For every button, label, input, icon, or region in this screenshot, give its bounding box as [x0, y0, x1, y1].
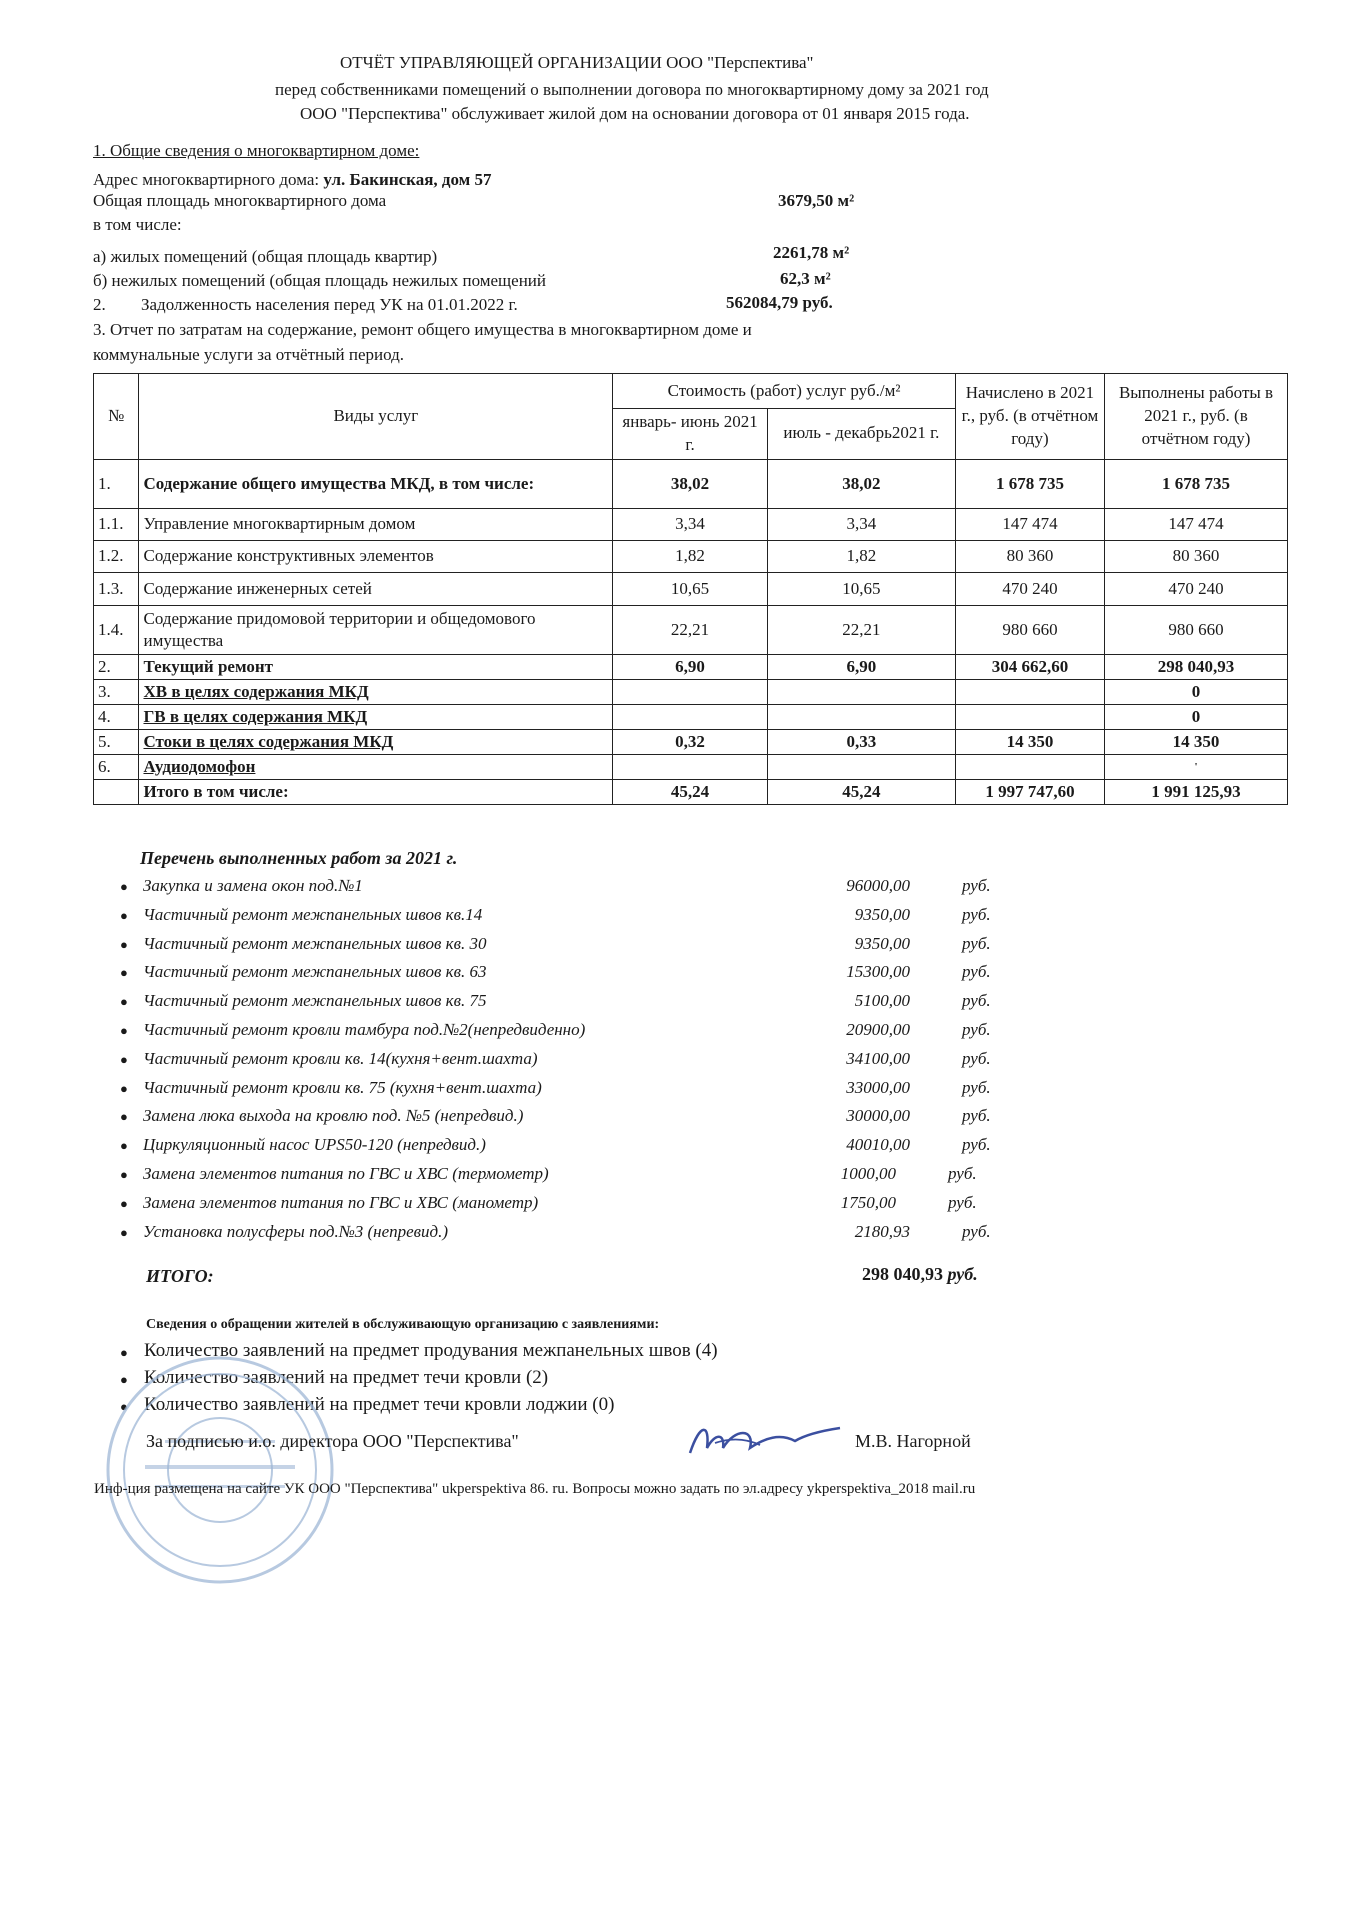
bullet-icon: ●: [120, 879, 128, 894]
work-amount: 40010,00: [846, 1135, 910, 1155]
row-service: Управление многоквартирным домом: [139, 508, 613, 540]
bullet-icon: ●: [120, 1166, 128, 1182]
bullet-icon: ●: [120, 1195, 128, 1211]
row-service: Содержание придомовой территории и общедомового имущества: [139, 605, 613, 654]
row-num: 4.: [94, 704, 139, 729]
work-label: Частичный ремонт кровли кв. 75 (кухня+вент.шахта): [143, 1077, 542, 1097]
work-amount: 96000,00: [846, 876, 910, 895]
services-cost-table: [93, 373, 1288, 805]
row-charged: 1 997 747,60: [955, 779, 1104, 804]
works-list: [120, 876, 1020, 1250]
row-service: Содержание общего имущества МКД, в том числе:: [139, 459, 613, 508]
row-done: 298 040,93: [1105, 654, 1288, 679]
list-item: [120, 1078, 1020, 1107]
work-amount: 2180,93: [854, 1221, 910, 1241]
works-total-label: ИТОГО:: [146, 1266, 214, 1286]
work-amount: 9350,00: [854, 933, 910, 953]
table-row: [94, 540, 1288, 572]
work-currency: руб.: [948, 1192, 977, 1212]
table-row: [94, 459, 1288, 508]
row-service: Стоки в целях содержания МКД: [139, 729, 613, 754]
row-service: Содержание инженерных сетей: [139, 572, 613, 605]
row-num: 1.2.: [94, 540, 139, 572]
signature-text: За подписью и.о. директора ООО "Перспектива": [146, 1431, 519, 1451]
row-cost-h2: 0,33: [767, 729, 955, 754]
report-title: ОТЧЁТ УПРАВЛЯЮЩЕЙ ОРГАНИЗАЦИИ ООО "Перспектива": [340, 53, 814, 72]
work-currency: руб.: [962, 904, 991, 924]
works-total-value: [862, 1264, 978, 1285]
work-currency: руб.: [962, 1106, 991, 1126]
address-label: Адрес многоквартирного дома:: [93, 170, 324, 189]
list-item: [120, 1164, 1020, 1193]
debt-number: 2.: [93, 295, 106, 314]
row-cost-h1: [613, 679, 768, 704]
row-charged: 80 360: [955, 540, 1104, 572]
table-row: [94, 508, 1288, 540]
row-cost-h1: 6,90: [613, 654, 768, 679]
work-amount: 1750,00: [840, 1192, 896, 1212]
work-label: Частичный ремонт межпанельных швов кв. 30: [143, 933, 487, 953]
row-service: Итого в том числе:: [139, 779, 613, 804]
organization-stamp-icon: [95, 1345, 345, 1595]
row-charged: 1 678 735: [955, 459, 1104, 508]
bullet-icon: ●: [120, 1109, 128, 1125]
row-charged: [955, 704, 1104, 729]
row-cost-h2: 10,65: [767, 572, 955, 605]
work-amount: 20900,00: [846, 1019, 910, 1039]
row-cost-h1: 22,21: [613, 605, 768, 654]
row-done: 470 240: [1105, 572, 1288, 605]
row-cost-h1: 38,02: [613, 459, 768, 508]
list-item: [120, 905, 1020, 934]
row-service: ХВ в целях содержания МКД: [139, 679, 613, 704]
work-label: Установка полусферы под.№3 (непревид.): [143, 1221, 449, 1241]
list-item: [120, 1106, 1020, 1135]
table-row: [94, 679, 1288, 704]
footer-contact-info: Инф-ция размещена на сайте УК ООО "Перспектива" ukperspektiva 86. ru. Вопросы можно задать по эл.адресу ykperspektiva_2018 mail.ru: [94, 1481, 976, 1497]
table-row: [94, 654, 1288, 679]
row-cost-h2: [767, 754, 955, 779]
table-row: [94, 729, 1288, 754]
total-area-value: 3679,50 м²: [778, 191, 855, 210]
row-cost-h1: [613, 704, 768, 729]
row-cost-h1: 10,65: [613, 572, 768, 605]
living-area-value: 2261,78 м²: [773, 243, 850, 262]
col-header-service: Виды услуг: [139, 374, 613, 460]
director-signature-icon: [685, 1413, 845, 1463]
row-cost-h2: 1,82: [767, 540, 955, 572]
appeal-text: Количество заявлений на предмет течи кровли лоджии (0): [144, 1394, 615, 1415]
bullet-icon: ●: [120, 1080, 128, 1096]
row-num: 5.: [94, 729, 139, 754]
row-cost-h2: 38,02: [767, 459, 955, 508]
table-row: [94, 779, 1288, 804]
row-charged: [955, 754, 1104, 779]
row-num: 1.4.: [94, 605, 139, 654]
bullet-icon: ●: [120, 1138, 128, 1154]
row-charged: [955, 679, 1104, 704]
table-row: [94, 605, 1288, 654]
row-cost-h1: 45,24: [613, 779, 768, 804]
work-amount: 15300,00: [846, 962, 910, 982]
living-area-label: а) жилых помещений (общая площадь квартир): [93, 247, 438, 266]
work-amount: 5100,00: [854, 991, 910, 1011]
appeal-text: Количество заявлений на предмет продувания межпанельных швов (4): [144, 1340, 718, 1361]
col-header-cost-h2: июль - декабрь2021 г.: [767, 409, 955, 460]
list-item: [120, 1222, 1020, 1251]
work-currency: руб.: [962, 876, 991, 895]
row-cost-h2: 22,21: [767, 605, 955, 654]
work-label: Замена элементов питания по ГВС и ХВС (манометр): [143, 1192, 539, 1212]
table-row: [94, 754, 1288, 779]
col-header-num: №: [94, 374, 139, 460]
bullet-icon: ●: [120, 965, 128, 981]
row-service: Аудиодомофон: [139, 754, 613, 779]
works-title: Перечень выполненных работ за 2021 г.: [140, 848, 458, 868]
bullet-icon: ●: [120, 1345, 128, 1360]
list-item: [120, 962, 1020, 991]
row-charged: 980 660: [955, 605, 1104, 654]
list-item: [120, 1193, 1020, 1222]
row-done: 14 350: [1105, 729, 1288, 754]
work-label: Замена люка выхода на кровлю под. №5 (непредвид.): [143, 1106, 524, 1126]
work-label: Закупка и замена окон под.№1: [143, 876, 363, 895]
work-amount: 9350,00: [854, 904, 910, 924]
row-done: 980 660: [1105, 605, 1288, 654]
row-service: ГВ в целях содержания МКД: [139, 704, 613, 729]
work-label: Циркуляционный насос UPS50-120 (непредвид.): [143, 1135, 486, 1155]
row-charged: 470 240: [955, 572, 1104, 605]
bullet-icon: ●: [120, 994, 128, 1010]
row-cost-h2: 45,24: [767, 779, 955, 804]
including-label: в том числе:: [93, 215, 182, 234]
costs-intro-line2: коммунальные услуги за отчётный период.: [93, 345, 405, 364]
general-section-title: 1. Общие сведения о многоквартирном доме:: [93, 141, 420, 160]
nonliving-area-label: б) нежилых помещений (общая площадь нежилых помещений: [93, 271, 546, 290]
appeal-text: Количество заявлений на предмет течи кровли (2): [144, 1367, 549, 1388]
row-charged: 304 662,60: [955, 654, 1104, 679]
signatory-name: М.В. Нагорной: [855, 1431, 971, 1451]
row-done: 0: [1105, 679, 1288, 704]
row-num: 1.1.: [94, 508, 139, 540]
list-item: [120, 934, 1020, 963]
list-item: [120, 991, 1020, 1020]
work-label: Частичный ремонт межпанельных швов кв.14: [143, 904, 483, 924]
row-cost-h1: [613, 754, 768, 779]
row-done: 0: [1105, 704, 1288, 729]
row-done: 1 991 125,93: [1105, 779, 1288, 804]
work-currency: руб.: [962, 991, 991, 1011]
work-currency: руб.: [962, 1048, 991, 1068]
appeals-title: Сведения о обращении жителей в обслуживающую организацию с заявлениями:: [146, 1317, 660, 1332]
row-service: Текущий ремонт: [139, 654, 613, 679]
bullet-icon: ●: [120, 907, 128, 923]
row-done: 80 360: [1105, 540, 1288, 572]
work-label: Частичный ремонт кровли кв. 14(кухня+вент.шахта): [143, 1048, 538, 1068]
work-currency: руб.: [962, 1077, 991, 1097]
work-amount: 30000,00: [846, 1106, 910, 1126]
bullet-icon: ●: [120, 1224, 128, 1240]
row-cost-h1: 3,34: [613, 508, 768, 540]
work-currency: руб.: [962, 1019, 991, 1039]
work-amount: 34100,00: [846, 1048, 910, 1068]
work-label: Частичный ремонт межпанельных швов кв. 63: [143, 962, 487, 982]
bullet-icon: ●: [120, 1372, 128, 1387]
row-cost-h1: 0,32: [613, 729, 768, 754]
row-num: 1.3.: [94, 572, 139, 605]
col-header-done: Выполнены работы в 2021 г., руб. (в отчётном году): [1105, 374, 1288, 460]
col-header-cost-h1: январь- июнь 2021 г.: [613, 409, 768, 460]
work-currency: руб.: [948, 1163, 977, 1183]
row-num: 6.: [94, 754, 139, 779]
nonliving-area-value: 62,3 м²: [780, 269, 831, 288]
total-area-label: Общая площадь многоквартирного дома: [93, 191, 387, 210]
bullet-icon: ●: [120, 1051, 128, 1067]
row-cost-h2: [767, 679, 955, 704]
row-num: [94, 779, 139, 804]
row-charged: 14 350: [955, 729, 1104, 754]
bullet-icon: ●: [120, 936, 128, 952]
row-done: ': [1105, 754, 1288, 779]
list-item: [120, 876, 1020, 905]
work-currency: руб.: [962, 1221, 991, 1241]
work-label: Замена элементов питания по ГВС и ХВС (термометр): [143, 1163, 549, 1183]
table-row: [94, 572, 1288, 605]
debt-value: 562084,79 руб.: [726, 293, 833, 312]
work-currency: руб.: [962, 962, 991, 982]
debt-label: Задолженность населения перед УК на 01.01.2022 г.: [141, 295, 518, 314]
bullet-icon: ●: [120, 1022, 128, 1038]
work-amount: 1000,00: [840, 1163, 896, 1183]
work-label: Частичный ремонт кровли тамбура под.№2(непредвиденно): [143, 1019, 586, 1039]
address-value: ул. Бакинская, дом 57: [323, 170, 492, 189]
row-done: 147 474: [1105, 508, 1288, 540]
row-cost-h2: 3,34: [767, 508, 955, 540]
row-num: 1.: [94, 459, 139, 508]
table-row: [94, 704, 1288, 729]
bullet-icon: ●: [120, 1399, 128, 1414]
works-total-currency: руб.: [947, 1264, 978, 1284]
work-amount: 33000,00: [846, 1077, 910, 1097]
work-label: Частичный ремонт межпанельных швов кв. 75: [143, 991, 487, 1011]
row-cost-h1: 1,82: [613, 540, 768, 572]
row-cost-h2: [767, 704, 955, 729]
work-currency: руб.: [962, 933, 991, 953]
works-total-amount: 298 040,93: [862, 1264, 943, 1284]
col-header-cost-group: Стоимость (работ) услуг руб./м²: [613, 374, 956, 409]
work-currency: руб.: [962, 1135, 991, 1155]
row-charged: 147 474: [955, 508, 1104, 540]
row-service: Содержание конструктивных элементов: [139, 540, 613, 572]
address-line: [93, 170, 492, 190]
list-item: [120, 1135, 1020, 1164]
list-item: [120, 1049, 1020, 1078]
row-num: 3.: [94, 679, 139, 704]
col-header-charged: Начислено в 2021 г., руб. (в отчётном году): [955, 374, 1104, 460]
report-subtitle: перед собственниками помещений о выполнении договора по многоквартирному дому за 2021 год: [275, 80, 989, 99]
row-num: 2.: [94, 654, 139, 679]
row-cost-h2: 6,90: [767, 654, 955, 679]
costs-intro-line1: 3. Отчет по затратам на содержание, ремонт общего имущества в многоквартирном доме и: [93, 320, 752, 339]
list-item: [120, 1020, 1020, 1049]
report-contract-line: ООО "Перспектива" обслуживает жилой дом на основании договора от 01 января 2015 года.: [300, 104, 970, 123]
row-done: 1 678 735: [1105, 459, 1288, 508]
